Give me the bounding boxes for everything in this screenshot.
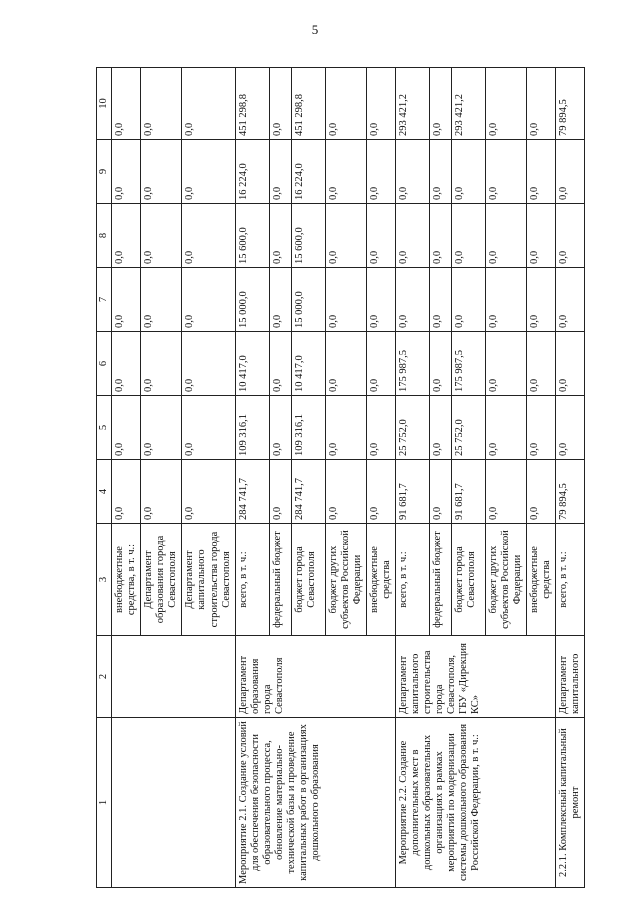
- column-header-6: 6: [97, 332, 112, 396]
- executor-cell: Департамент капитального: [556, 636, 585, 718]
- value-cell-col-7: 0,0: [485, 268, 526, 332]
- table-row: [235, 68, 269, 888]
- funding-source-cell: внебюджетные средства: [527, 524, 556, 636]
- value-cell-col-6: 0,0: [112, 332, 141, 396]
- value-cell-col-10: 293 421,2: [451, 68, 485, 140]
- value-cell-col-4: 0,0: [325, 460, 366, 524]
- value-cell-col-8: 0,0: [485, 204, 526, 268]
- column-header-8: 8: [97, 204, 112, 268]
- table-row: [556, 68, 585, 888]
- value-cell-col-5: 0,0: [112, 396, 141, 460]
- executor-cell: [112, 636, 236, 718]
- value-cell-col-4: 0,0: [485, 460, 526, 524]
- value-cell-col-8: 0,0: [429, 204, 451, 268]
- funding-source-cell: Департамент капитального строительства города Севастополя: [182, 524, 235, 636]
- value-cell-col-10: 293 421,2: [395, 68, 429, 140]
- value-cell-col-10: 0,0: [429, 68, 451, 140]
- value-cell-col-5: 0,0: [269, 396, 291, 460]
- funding-source-cell: бюджет других субъектов Российской Федерации: [485, 524, 526, 636]
- value-cell-col-8: 0,0: [112, 204, 141, 268]
- value-cell-col-7: 0,0: [395, 268, 429, 332]
- value-cell-col-6: 0,0: [269, 332, 291, 396]
- budget-table: [96, 67, 585, 888]
- value-cell-col-9: 0,0: [269, 140, 291, 204]
- funding-source-cell: федеральный бюджет: [269, 524, 291, 636]
- value-cell-col-7: 0,0: [112, 268, 141, 332]
- page-number: 5: [311, 22, 319, 37]
- value-cell-col-10: 79 894,5: [556, 68, 585, 140]
- value-cell-col-7: 0,0: [429, 268, 451, 332]
- value-cell-col-6: 10 417,0: [291, 332, 325, 396]
- column-header-4: 4: [97, 460, 112, 524]
- value-cell-col-4: 0,0: [429, 460, 451, 524]
- column-header-3: 3: [97, 524, 112, 636]
- value-cell-col-7: 15 000,0: [291, 268, 325, 332]
- value-cell-col-7: 0,0: [182, 268, 235, 332]
- value-cell-col-9: 0,0: [112, 140, 141, 204]
- measure-name-cell: [112, 718, 236, 888]
- value-cell-col-9: 0,0: [429, 140, 451, 204]
- funding-source-cell: федеральный бюджет: [429, 524, 451, 636]
- funding-source-cell: всего, в т. ч.:: [235, 524, 269, 636]
- value-cell-col-5: 0,0: [556, 396, 585, 460]
- column-header-1: 1: [97, 718, 112, 888]
- value-cell-col-5: 0,0: [485, 396, 526, 460]
- value-cell-col-10: 0,0: [269, 68, 291, 140]
- value-cell-col-4: 0,0: [269, 460, 291, 524]
- table-body: [112, 68, 585, 888]
- value-cell-col-6: 0,0: [325, 332, 366, 396]
- value-cell-col-9: 0,0: [527, 140, 556, 204]
- value-cell-col-10: 0,0: [366, 68, 395, 140]
- value-cell-col-9: 0,0: [366, 140, 395, 204]
- value-cell-col-8: 0,0: [141, 204, 182, 268]
- value-cell-col-9: 0,0: [556, 140, 585, 204]
- value-cell-col-7: 0,0: [141, 268, 182, 332]
- rotated-table-container: [96, 68, 582, 888]
- column-header-2: 2: [97, 636, 112, 718]
- measure-name-cell: 2.2.1. Комплексный капитальный ремонт: [556, 718, 585, 888]
- value-cell-col-6: 0,0: [141, 332, 182, 396]
- value-cell-col-5: 0,0: [366, 396, 395, 460]
- value-cell-col-10: 451 298,8: [291, 68, 325, 140]
- value-cell-col-9: 16 224,0: [291, 140, 325, 204]
- value-cell-col-5: 0,0: [429, 396, 451, 460]
- table-row: [112, 68, 141, 888]
- value-cell-col-9: 16 224,0: [235, 140, 269, 204]
- value-cell-col-9: 0,0: [485, 140, 526, 204]
- value-cell-col-8: 0,0: [451, 204, 485, 268]
- measure-name-cell: Мероприятие 2.1. Создание условий для обеспечения безопасности образовательного процесса, обновление материально-технической базы и проведение капитальных работ в организациях дошкольного образования: [235, 718, 395, 888]
- funding-source-cell: Департамент образования города Севастополя: [141, 524, 182, 636]
- value-cell-col-6: 0,0: [366, 332, 395, 396]
- value-cell-col-7: 0,0: [527, 268, 556, 332]
- value-cell-col-9: 0,0: [141, 140, 182, 204]
- value-cell-col-7: 0,0: [325, 268, 366, 332]
- funding-source-cell: бюджет других субъектов Российской Федерации: [325, 524, 366, 636]
- value-cell-col-10: 451 298,8: [235, 68, 269, 140]
- value-cell-col-4: 0,0: [527, 460, 556, 524]
- value-cell-col-5: 109 316,1: [235, 396, 269, 460]
- value-cell-col-7: 0,0: [556, 268, 585, 332]
- value-cell-col-9: 0,0: [182, 140, 235, 204]
- header-row: [97, 68, 112, 888]
- funding-source-cell: всего, в т. ч.:: [556, 524, 585, 636]
- value-cell-col-4: 91 681,7: [451, 460, 485, 524]
- value-cell-col-10: 0,0: [112, 68, 141, 140]
- rotated-table: [96, 68, 582, 888]
- value-cell-col-8: 0,0: [366, 204, 395, 268]
- value-cell-col-8: 0,0: [269, 204, 291, 268]
- column-header-7: 7: [97, 268, 112, 332]
- value-cell-col-5: 0,0: [141, 396, 182, 460]
- value-cell-col-4: 284 741,7: [235, 460, 269, 524]
- table-row: [395, 68, 429, 888]
- column-header-9: 9: [97, 140, 112, 204]
- executor-cell: Департамент капитального строительства города Севастополя, ГБУ «Дирекция КС»: [395, 636, 555, 718]
- value-cell-col-7: 0,0: [269, 268, 291, 332]
- funding-source-cell: бюджет города Севастополя: [291, 524, 325, 636]
- value-cell-col-7: 0,0: [366, 268, 395, 332]
- value-cell-col-10: 0,0: [141, 68, 182, 140]
- value-cell-col-8: 0,0: [395, 204, 429, 268]
- funding-source-cell: внебюджетные средства, в т. ч.:: [112, 524, 141, 636]
- value-cell-col-8: 0,0: [182, 204, 235, 268]
- executor-cell: Департамент образования города Севастополя: [235, 636, 395, 718]
- value-cell-col-5: 0,0: [325, 396, 366, 460]
- value-cell-col-10: 0,0: [527, 68, 556, 140]
- value-cell-col-6: 0,0: [556, 332, 585, 396]
- value-cell-col-10: 0,0: [182, 68, 235, 140]
- value-cell-col-5: 25 752,0: [395, 396, 429, 460]
- column-header-5: 5: [97, 396, 112, 460]
- value-cell-col-5: 25 752,0: [451, 396, 485, 460]
- value-cell-col-7: 15 000,0: [235, 268, 269, 332]
- value-cell-col-4: 0,0: [141, 460, 182, 524]
- value-cell-col-4: 0,0: [366, 460, 395, 524]
- value-cell-col-9: 0,0: [395, 140, 429, 204]
- value-cell-col-8: 0,0: [527, 204, 556, 268]
- value-cell-col-7: 0,0: [451, 268, 485, 332]
- value-cell-col-4: 0,0: [112, 460, 141, 524]
- value-cell-col-6: 0,0: [485, 332, 526, 396]
- value-cell-col-6: 0,0: [527, 332, 556, 396]
- value-cell-col-5: 0,0: [527, 396, 556, 460]
- value-cell-col-9: 0,0: [325, 140, 366, 204]
- value-cell-col-4: 284 741,7: [291, 460, 325, 524]
- value-cell-col-6: 10 417,0: [235, 332, 269, 396]
- value-cell-col-6: 175 987,5: [395, 332, 429, 396]
- value-cell-col-8: 15 600,0: [291, 204, 325, 268]
- funding-source-cell: бюджет города Севастополя: [451, 524, 485, 636]
- column-header-10: 10: [97, 68, 112, 140]
- value-cell-col-9: 0,0: [451, 140, 485, 204]
- funding-source-cell: всего, в т. ч.:: [395, 524, 429, 636]
- value-cell-col-5: 109 316,1: [291, 396, 325, 460]
- value-cell-col-6: 175 987,5: [451, 332, 485, 396]
- value-cell-col-8: 15 600,0: [235, 204, 269, 268]
- value-cell-col-4: 0,0: [182, 460, 235, 524]
- value-cell-col-10: 0,0: [485, 68, 526, 140]
- value-cell-col-8: 0,0: [556, 204, 585, 268]
- value-cell-col-6: 0,0: [182, 332, 235, 396]
- funding-source-cell: внебюджетные средства: [366, 524, 395, 636]
- value-cell-col-6: 0,0: [429, 332, 451, 396]
- value-cell-col-8: 0,0: [325, 204, 366, 268]
- value-cell-col-5: 0,0: [182, 396, 235, 460]
- value-cell-col-4: 91 681,7: [395, 460, 429, 524]
- measure-name-cell: Мероприятие 2.2. Создание дополнительных мест в дошкольных образовательных организациях в рамках мероприятий по модернизации системы дошкольного образования Российской Федерации, в т. ч.:: [395, 718, 555, 888]
- value-cell-col-10: 0,0: [325, 68, 366, 140]
- value-cell-col-4: 79 894,5: [556, 460, 585, 524]
